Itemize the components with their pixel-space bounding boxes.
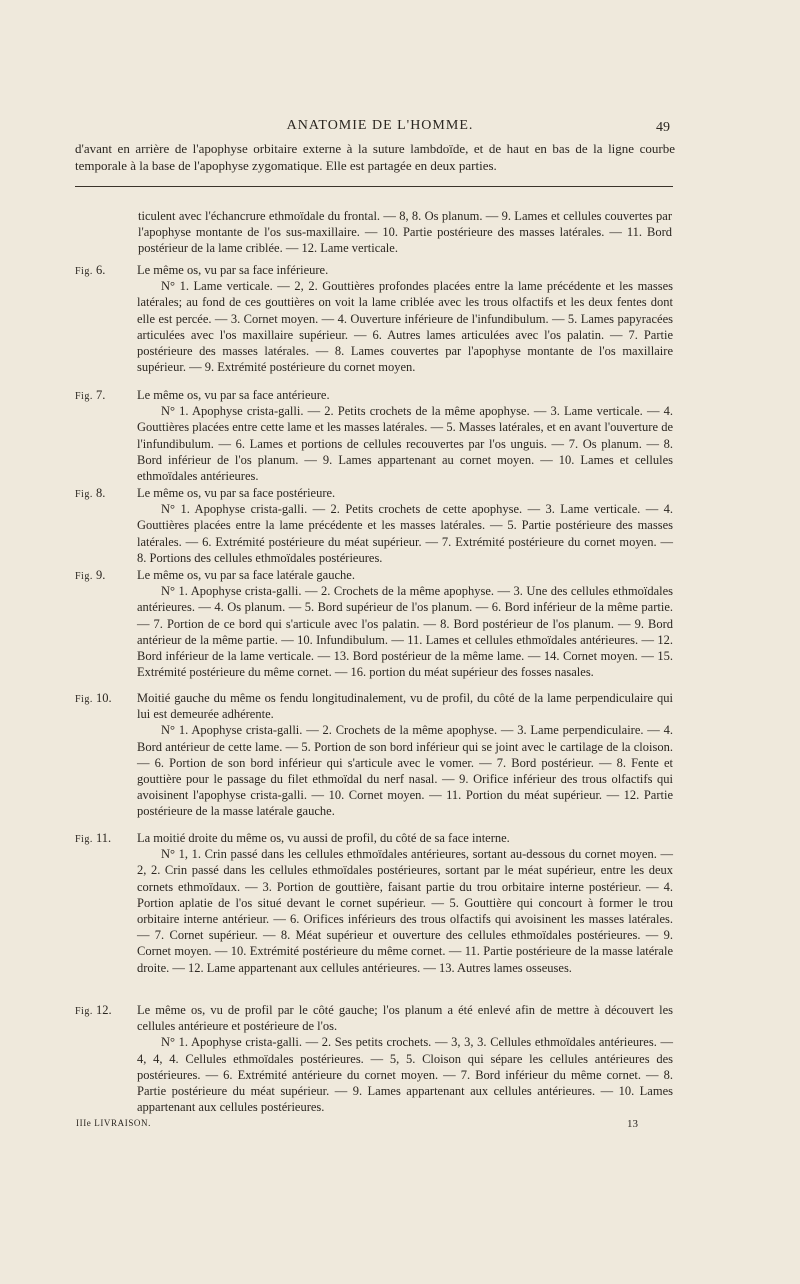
figure-label <box>75 485 137 503</box>
figure-number: 6. <box>95 263 106 277</box>
figure-legend: N° 1. Apophyse crista-galli. — 2. Ses petits crochets. — 3, 3, 3. Cellules ethmoïdales antérieures. — 4, 4, 4. Cellules ethmoïdales postérieures. — 5, 5. Cloison qui sépare les cellules antérieures des postérieures. — 6. Extrémité antérieure du cornet moyen. — 7. Bord inférieur du même cornet. — 8. Partie postérieure du méat supérieur. — 9. Lames appartenant aux cellules antérieures. — 10. Lames appartenant aux cellules postérieures. <box>137 1035 673 1115</box>
page-number: 49 <box>656 120 670 135</box>
figure-label <box>75 830 137 848</box>
figure-7-entry <box>75 387 673 484</box>
figure-number: 11. <box>95 831 112 845</box>
figure-label-prefix: Fig. <box>75 489 93 500</box>
figure-number: 10. <box>95 691 112 705</box>
figure-label-prefix: Fig. <box>75 391 93 402</box>
figure-number: 12. <box>95 1003 112 1017</box>
figure-number: 8. <box>95 486 106 500</box>
figure-title: Moitié gauche du même os fendu longitudinalement, vu de profil, du côté de la lame perpendiculaire qui lui est demeurée adhérente. <box>137 691 673 722</box>
figure-title: Le même os, vu par sa face inférieure. <box>137 263 329 277</box>
figure-9-entry <box>75 567 673 680</box>
figure-label <box>75 1002 137 1020</box>
figure-label <box>75 262 137 280</box>
figure-label-prefix: Fig. <box>75 1006 93 1017</box>
figure-legend: N° 1. Apophyse crista-galli. — 2. Petits crochets de cette apophyse. — 3. Lame verticale. — 4. Gouttières placées entre la lame précédente et les masses latérales. — 5. Partie postérieure des masses latérales. — 6. Extrémité postérieure du méat supérieur. — 7. Extrémité postérieure du cornet moyen. — 8. Portions des cellules ethmoïdales postérieures. <box>137 502 673 565</box>
figure-label-prefix: Fig. <box>75 266 93 277</box>
running-title: ANATOMIE DE L'HOMME. <box>286 118 474 133</box>
figure-10-entry <box>75 690 673 820</box>
intro-paragraph: d'avant en arrière de l'apophyse orbitaire externe à la suture lambdoïde, et de haut en bas de la ligne courbe temporale à la base de l'apophyse zygomatique. Elle est partagée en deux parties. <box>75 141 675 173</box>
figure-legend: N° 1. Apophyse crista-galli. — 2. Petits crochets de la même apophyse. — 3. Lame verticale. — 4. Gouttières placées entre cette lame et les masses latérales. — 5. Masses latérales, et en avant l'ouverture de l'infundibulum. — 6. Lames et portions de cellules recouvertes par l'os unguis. — 7. Os planum. — 8. Bord inférieur de l'os planum. — 9. Lames appartenant au cornet moyen. — 10. Lames et cellules ethmoïdales antérieures. <box>137 404 673 484</box>
continued-paragraph: ticulent avec l'échancrure ethmoïdale du frontal. — 8, 8. Os planum. — 9. Lames et cellules couvertes par l'apophyse montante de l'os sus-maxillaire. — 10. Partie postérieure des masses latérales. — 11. Bord postérieur de la lame criblée. — 12. Lame verticale. <box>138 209 672 256</box>
figure-number: 7. <box>95 388 106 402</box>
figure-label-prefix: Fig. <box>75 571 93 582</box>
figure-title: Le même os, vu par sa face antérieure. <box>137 388 330 402</box>
figure-legend: N° 1. Lame verticale. — 2, 2. Gouttières profondes placées entre la lame précédente et les masses latérales; au fond de ces gouttières on voit la lame criblée avec les trous olfactifs et les deux fentes dont elle est percée. — 3. Cornet moyen. — 4. Ouverture inférieure de l'infundibulum. — 5. Lames papyracées articulées avec l'os maxillaire supérieur. — 6. Autres lames articulées avec l'os palatin. — 7. Partie postérieure des masses latérales. — 8. Lames couvertes par l'apophyse montante de l'os maxillaire supérieur. — 9. Extrémité postérieure du cornet moyen. <box>137 279 673 375</box>
figure-label <box>75 567 137 585</box>
figure-title: Le même os, vu par sa face postérieure. <box>137 486 336 500</box>
signature-mark: 13 <box>627 1118 638 1130</box>
figure-8-entry <box>75 485 673 566</box>
figure-label <box>75 387 137 405</box>
figure-11-entry <box>75 830 673 976</box>
figure-title: Le même os, vu de profil par le côté gauche; l'os planum a été enlevé afin de mettre à découvert les cellules antérieure et postérieure de l'os. <box>137 1003 673 1034</box>
livraison-mark: IIIe LIVRAISON. <box>76 1118 151 1128</box>
figure-12-entry <box>75 1002 673 1115</box>
figure-number: 9. <box>95 568 106 582</box>
figure-legend: N° 1. Apophyse crista-galli. — 2. Crochets de la même apophyse. — 3. Une des cellules ethmoïdales antérieures. — 4. Os planum. — 5. Bord supérieur de l'os planum. — 6. Bord inférieur de la même partie. — 7. Portion de ce bord qui s'articule avec l'os palatin. — 8. Bord postérieur de l'os planum. — 9. Bord antérieur de la même partie. — 10. Infundibulum. — 11. Lames et cellules ethmoïdales antérieures. — 12. Bord inférieur de la lame verticale. — 13. Bord postérieur de la même lame. — 14. Cornet moyen. — 15. Extrémité postérieure du même cornet. — 16. portion du méat supérieur des fosses nasales. <box>137 584 673 680</box>
divider-rule <box>75 186 673 187</box>
figure-label <box>75 690 137 708</box>
figure-label-prefix: Fig. <box>75 694 93 705</box>
figure-legend: N° 1. Apophyse crista-galli. — 2. Crochets de la même apophyse. — 3. Lame perpendiculaire. — 4. Bord antérieur de cette lame. — 5. Portion de son bord inférieur qui se joint avec le cartilage de la cloison. — 6. Portion de son bord inférieur qui s'articule avec le vomer. — 7. Bord postérieur. — 8. Fente et gouttière pour le passage du filet ethmoïdal du nerf nasal. — 9. Orifice inférieur des trous olfactifs qui avoisinent l'apophyse crista-galli. — 10. Cornet moyen. — 11. Portion du méat supérieur. — 12. Partie postérieure de la masse latérale gauche. <box>137 723 673 819</box>
figure-legend: N° 1, 1. Crin passé dans les cellules ethmoïdales antérieures, sortant au-dessous du cornet moyen. — 2, 2. Crin passé dans les cellules ethmoïdales postérieures, sortant par le méat supérieur, entre les deux cornets ethmoïdaux. — 3. Portion de gouttière, faisant partie du trou orbitaire interne postérieur. — 4. Portion aplatie de l'os situé devant le cornet supérieur. — 5. Gouttière qui concourt à former le trou orbitaire interne antérieur. — 6. Orifices inférieurs des trous olfactifs qui avoisinent les masses latérales. — 7. Cornet supérieur. — 8. Méat supérieur et ouverture des cellules ethmoïdales postérieures. — 9. Cornet moyen. — 10. Extrémité postérieure du même cornet. — 11. Partie postérieure de la masse latérale droite. — 12. Lame appartenant aux cellules antérieures. — 13. Autres lames osseuses. <box>137 847 673 975</box>
figure-6-entry <box>75 262 673 375</box>
figure-label-prefix: Fig. <box>75 834 93 845</box>
figure-title: La moitié droite du même os, vu aussi de profil, du côté de sa face interne. <box>137 831 510 845</box>
figure-title: Le même os, vu par sa face latérale gauche. <box>137 568 355 582</box>
